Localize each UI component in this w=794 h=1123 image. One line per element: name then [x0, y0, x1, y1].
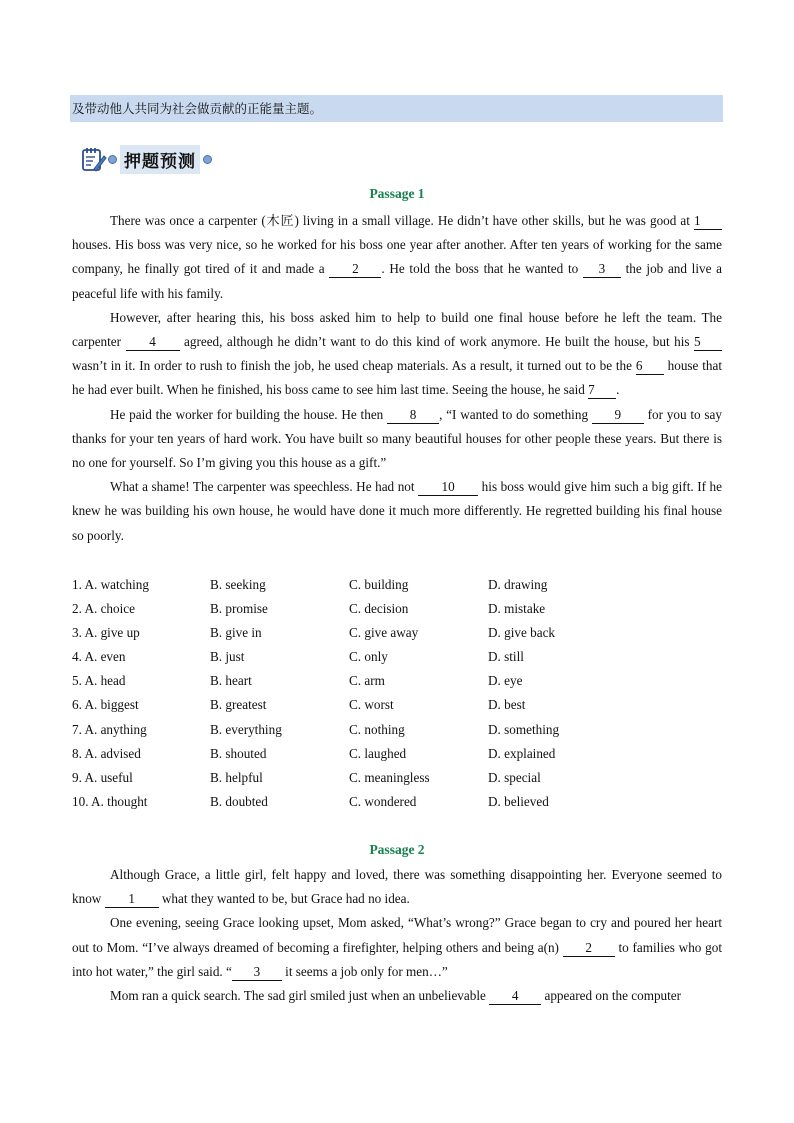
option-choice: 8. A. advised: [72, 745, 141, 761]
option-choice: C. only: [349, 649, 388, 665]
text-run: for you to say thanks for your ten years of hard work. You have built so many beautiful houses for other people these years. But there is no one for yourself. So I’m giving you this house as a gift.”: [72, 406, 723, 471]
option-choice: C. nothing: [349, 721, 405, 737]
paragraph: [72, 306, 722, 403]
option-choice: C. wondered: [349, 793, 417, 809]
text-run: it seems a job only for men…”: [281, 963, 448, 979]
text-run: what they wanted to be, but Grace had no idea.: [158, 891, 410, 907]
paragraph: [72, 475, 722, 548]
option-choice: 7. A. anything: [72, 721, 147, 737]
option-choice: D. something: [488, 721, 560, 737]
text-run: What a shame! The carpenter was speechless. He had not: [110, 479, 419, 495]
paragraph: [72, 984, 722, 1008]
topic-banner: 及带动他人共同为社会做贡献的正能量主题。: [70, 95, 723, 122]
text-run: Mom ran a quick search. The sad girl smiled just when an unbelievable: [110, 988, 490, 1004]
option-row: [72, 718, 722, 742]
text-run: wasn’t in it. In order to rush to finish the job, he used cheap materials. As a result, it turned out to be the: [72, 358, 636, 374]
text-run: One evening, seeing Grace looking upset, Mom asked, “What’s wrong?” Grace began to cry and poured her heart out to Mom. “I’ve always dreamed of becoming a firefighter, helping others and being a(n): [72, 915, 722, 955]
option-choice: C. give away: [349, 625, 419, 641]
paragraph: [72, 403, 722, 476]
option-choice: C. laughed: [349, 745, 407, 761]
option-choice: 1. A. watching: [72, 577, 149, 592]
option-choice: D. special: [488, 769, 541, 785]
option-choice: D. still: [488, 649, 524, 665]
blank-3: 3: [232, 964, 282, 981]
option-choice: B. seeking: [210, 577, 266, 592]
option-row: [72, 790, 722, 814]
option-choice: B. heart: [210, 673, 252, 689]
text-run: houses. His boss was very nice, so he worked for his boss one year after another. After ten years of working for the same company, he finally got tired of it and made a: [72, 237, 722, 277]
option-row: [72, 693, 722, 717]
paragraph: [72, 863, 722, 911]
text-run: the job and live a peaceful life with his family.: [72, 261, 722, 301]
blank-2: 2: [563, 940, 615, 957]
option-row: [72, 621, 722, 645]
blank-4: 4: [489, 988, 541, 1005]
text-run: , “I wanted to do something: [439, 406, 592, 422]
option-choice: D. mistake: [488, 601, 546, 617]
option-choice: C. building: [349, 577, 409, 592]
option-choice: B. helpful: [210, 769, 263, 785]
blank-1: 1: [105, 891, 159, 908]
blank-8: 8: [387, 407, 439, 424]
section-title: 押题预测: [120, 145, 200, 174]
text-run: his boss would give him such a big gift. If he knew he was building his own house, he would have done it much more differently. He regretted building his final house so poorly.: [72, 479, 723, 543]
paragraph: [72, 911, 722, 984]
passage-2-title: Passage 2: [369, 842, 425, 857]
text-run: Although Grace, a little girl, felt happy and loved, there was something disappointing her. Everyone seemed to know: [72, 867, 722, 907]
bullet-dot-icon: [203, 155, 212, 164]
option-choice: B. shouted: [210, 745, 267, 761]
text-run: However, after hearing this, his boss asked him to help to build one final house before he left the team. The carpenter: [72, 309, 722, 350]
option-row: [72, 645, 722, 669]
option-choice: B. give in: [210, 625, 262, 641]
text-run: to families who got into hot water,” the girl said. “: [72, 939, 722, 979]
notepad-pencil-icon: [80, 145, 108, 173]
option-choice: 10. A. thought: [72, 793, 148, 809]
blank-9: 9: [592, 407, 644, 424]
blank-10: 10: [418, 479, 478, 496]
option-choice: D. give back: [488, 625, 556, 641]
option-choice: 3. A. give up: [72, 625, 140, 641]
blank-7: 7: [588, 382, 616, 399]
option-choice: 6. A. biggest: [72, 697, 139, 713]
text-run: There was once a carpenter (木匠) living in a small village. He didn’t have other skills, but he was good at: [110, 213, 690, 228]
option-choice: 5. A. head: [72, 673, 126, 689]
option-choice: D. explained: [488, 745, 556, 761]
option-choice: B. greatest: [210, 697, 267, 713]
text-run: . He told the boss that he wanted to: [381, 261, 583, 277]
text-run: agreed, although he didn’t want to do this kind of work anymore. He built the house, but his: [179, 334, 694, 350]
option-choice: B. promise: [210, 601, 268, 617]
passage-1-body: [72, 209, 722, 548]
option-choice: D. best: [488, 697, 526, 713]
bullet-dot-icon: [108, 155, 117, 164]
text-run: appeared on the computer: [541, 988, 682, 1004]
answer-options: [72, 573, 722, 814]
option-choice: D. drawing: [488, 577, 548, 592]
option-choice: C. arm: [349, 673, 385, 689]
option-choice: 2. A. choice: [72, 601, 135, 617]
option-choice: C. worst: [349, 697, 394, 713]
option-row: [72, 766, 722, 790]
option-choice: B. everything: [210, 721, 282, 737]
option-row: [72, 573, 722, 597]
blank-1: 1: [694, 213, 722, 230]
text-run: house that he had ever built. When he finished, his boss came to see him last time. Seeing the house, he said: [72, 358, 722, 398]
option-choice: D. eye: [488, 673, 523, 689]
option-row: [72, 669, 722, 693]
blank-3: 3: [583, 261, 621, 278]
passage-2-body: [72, 863, 722, 1008]
option-choice: B. doubted: [210, 793, 268, 809]
text-run: .: [616, 382, 620, 398]
blank-2: 2: [329, 261, 381, 278]
option-choice: B. just: [210, 649, 245, 665]
text-run: He paid the worker for building the house. He then: [110, 406, 388, 422]
option-row: [72, 597, 722, 621]
section-header: [80, 143, 212, 175]
option-choice: D. believed: [488, 793, 549, 809]
option-choice: C. meaningless: [349, 769, 430, 785]
option-row: [72, 742, 722, 766]
passage-1-title: Passage 1: [369, 186, 425, 201]
option-choice: 4. A. even: [72, 649, 126, 665]
blank-6: 6: [636, 358, 664, 375]
blank-5: 5: [694, 334, 722, 351]
paragraph: [72, 209, 722, 306]
option-choice: 9. A. useful: [72, 769, 133, 785]
option-choice: C. decision: [349, 601, 409, 617]
blank-4: 4: [126, 334, 180, 351]
